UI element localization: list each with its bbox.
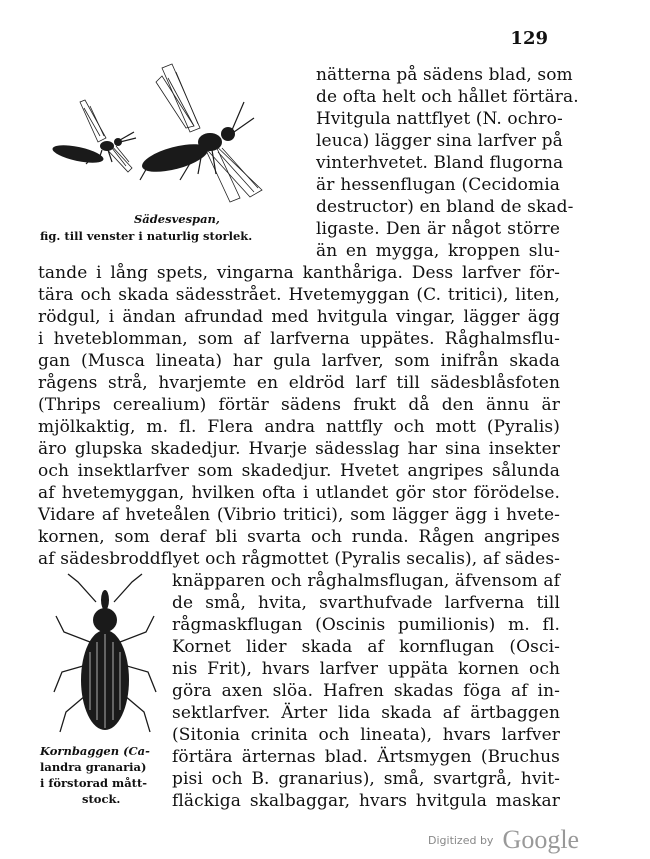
- text-line: äro glupska skadedjur. Hvarje sädesslag har sina insekter: [38, 439, 560, 459]
- text-line: göra axen slöa. Hafren skadas föga af in-: [172, 681, 560, 701]
- text-line: vinterhvetet. Bland flugorna: [316, 153, 564, 173]
- text-line: är hessenflugan (Cecidomia: [316, 175, 560, 195]
- text-line: tära och skada sädesstrået. Hvetemyggan (C. tritici), liten,: [38, 285, 560, 305]
- text-line: af sädesbroddflyet och rågmottet (Pyralis secalis), af sädes-: [38, 549, 560, 569]
- text-line: de ofta helt och hållet förtära.: [316, 87, 579, 107]
- text-line: af hvetemyggan, hvilken ofta i utlandet gör stor förödelse.: [38, 483, 560, 503]
- beetle-caption-line-4: stock.: [82, 792, 121, 806]
- text-line: Kornet lider skada af kornflugan (Osci-: [172, 637, 560, 657]
- text-line: pisi och B. granarius), små, svartgrå, hvit-: [172, 769, 560, 789]
- text-line: nätterna på sädens blad, som: [316, 65, 573, 85]
- text-line: knäpparen och råghalmsflugan, äfvensom af: [172, 571, 560, 591]
- text-line: och insektlarfver som skadedjur. Hvetet angripes sålunda: [38, 461, 560, 481]
- text-line: ligaste. Den är något större: [316, 219, 560, 239]
- text-line: förtära ärternas blad. Ärtsmygen (Bruchus: [172, 747, 560, 767]
- text-line: kornen, som deraf bli svarta och runda. Rågen angripes: [38, 527, 560, 547]
- text-line: (Sitonia crinita och lineata), hvars larfver: [172, 725, 560, 745]
- figure-caption-title: Sädesvespan,: [134, 212, 220, 226]
- text-line: än en mygga, kroppen slu-: [316, 241, 560, 261]
- text-line: rödgul, i ändan afrundad med hvitgula vingar, lägger ägg: [38, 307, 560, 327]
- google-logo: Google: [502, 825, 580, 854]
- text-line: i hveteblomman, som af larfverna uppätes. Råghalmsflu-: [38, 329, 560, 349]
- text-line: tande i lång spets, vingarna kanthåriga. Dess larfver för-: [38, 263, 560, 283]
- text-line: mjölkaktig, m. fl. Flera andra nattfly och mott (Pyralis): [38, 417, 560, 437]
- text-line: Vidare af hveteålen (Vibrio tritici), som lägger ägg i hvete-: [38, 505, 560, 525]
- beetle-caption-line-2: landra granaria): [40, 760, 147, 774]
- beetle-illustration: [50, 572, 160, 740]
- text-line: rågmaskflugan (Oscinis pumilionis) m. fl.: [172, 615, 560, 635]
- digitized-by-google-watermark: [428, 825, 579, 855]
- beetle-caption-line-1: Kornbaggen (Ca-: [40, 744, 150, 758]
- watermark-prefix: Digitized by: [428, 834, 494, 847]
- page-number: 129: [510, 28, 548, 49]
- text-line: sektlarfver. Ärter lida skada af ärtbaggen: [172, 703, 560, 723]
- text-line: destructor) en bland de skad-: [316, 197, 574, 217]
- text-line: nis Frit), hvars larfver uppäta kornen och: [172, 659, 560, 679]
- text-line: de små, hvita, svarthufvade larfverna till: [172, 593, 560, 613]
- wasp-illustration: [40, 62, 310, 212]
- text-line: fläckiga skalbaggar, hvars hvitgula maskar: [172, 791, 560, 811]
- beetle-caption-line: [40, 744, 150, 758]
- text-line: Hvitgula nattflyet (N. ochro-: [316, 109, 563, 129]
- figure-caption-text: fig. till venster i naturlig storlek.: [40, 229, 253, 243]
- text-line: rågens strå, hvarjemte en eldröd larf till sädesblåsfoten: [38, 373, 560, 393]
- beetle-caption-line-3: i förstorad mått-: [40, 776, 148, 790]
- text-line: leuca) lägger sina larfver på: [316, 131, 563, 151]
- text-line: (Thrips cerealium) förtär sädens frukt då den ännu är: [38, 395, 560, 415]
- text-line: gan (Musca lineata) har gula larfver, som inifrån skada: [38, 351, 560, 371]
